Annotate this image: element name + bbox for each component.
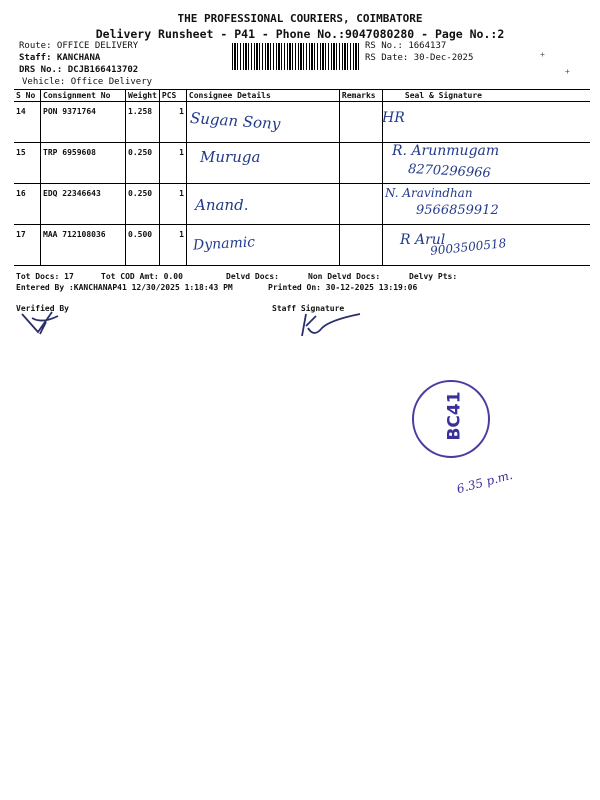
delvy-pts: Delvy Pts: — [409, 272, 458, 281]
table-row — [14, 102, 590, 143]
cell-remarks — [339, 225, 382, 266]
route-label: Route: OFFICE DELIVERY — [19, 41, 139, 51]
seal-signature: R Arul — [400, 232, 446, 248]
non-delvd-docs: Non Delvd Docs: — [308, 272, 381, 281]
cell-sno: 17 — [14, 225, 41, 266]
cell-weight: 0.250 — [126, 143, 160, 184]
scan-mark: + — [565, 67, 570, 76]
verified-by-label: Verified By — [16, 304, 69, 313]
col-remarks: Remarks — [339, 90, 382, 102]
delvd-docs: Delvd Docs: — [226, 272, 279, 281]
consignee-signature: Dynamic — [192, 234, 256, 254]
cell-remarks — [339, 184, 382, 225]
cell-sno: 14 — [14, 102, 41, 143]
tot-cod: Tot COD Amt: 0.00 — [101, 272, 183, 281]
seal-phone: 9003500518 — [429, 236, 507, 258]
cell-pcs: 1 — [159, 184, 186, 225]
cell-weight: 1.258 — [126, 102, 160, 143]
printed-on: Printed On: 30-12-2025 13:19:06 — [268, 283, 418, 292]
cell-sno: 15 — [14, 143, 41, 184]
scan-mark: + — [540, 50, 545, 59]
cell-weight: 0.250 — [126, 184, 160, 225]
staff-signature-label: Staff Signature — [272, 304, 345, 313]
cell-consignment: EDQ 22346643 — [41, 184, 126, 225]
route-info — [19, 40, 152, 88]
company-title: THE PROFESSIONAL COURIERS, COIMBATORE — [177, 12, 423, 25]
seal-signature: HR — [382, 110, 405, 126]
col-pcs: PCS — [159, 90, 186, 102]
seal-signature: R. Arunmugam — [392, 143, 500, 159]
staff-signature-mark — [296, 308, 366, 342]
col-consignee: Consignee Details — [186, 90, 339, 102]
cell-pcs: 1 — [159, 225, 186, 266]
runsheet-subtitle: Delivery Runsheet - P41 - Phone No.:9047080280 - Page No.:2 — [95, 27, 505, 41]
consignee-signature: Anand. — [195, 196, 249, 214]
barcode — [232, 43, 360, 70]
consignee-signature: Muruga — [200, 148, 261, 166]
drs-label: DRS No.: DCJB166413702 — [19, 65, 139, 75]
table-row — [14, 143, 590, 184]
rs-date: RS Date: 30-Dec-2025 — [365, 53, 474, 63]
stamp-time-note: 6.35 p.m. — [455, 467, 515, 497]
cell-seal — [382, 102, 590, 143]
seal-phone: 8270296966 — [407, 161, 492, 182]
seal-signature: N. Aravindhan — [385, 186, 473, 200]
col-sno: S No — [14, 90, 41, 102]
staff-label: Staff: KANCHANA — [19, 53, 101, 63]
rs-number: RS No.: 1664137 — [365, 41, 447, 51]
cell-consignment: PON 9371764 — [41, 102, 126, 143]
cell-consignment: MAA 712108036 — [41, 225, 126, 266]
table-header-row — [14, 90, 590, 102]
cell-remarks — [339, 143, 382, 184]
col-weight: Weight — [126, 90, 160, 102]
cell-pcs: 1 — [159, 102, 186, 143]
cell-consignment: TRP 6959608 — [41, 143, 126, 184]
verified-signature-mark — [18, 308, 88, 338]
table-row — [14, 184, 590, 225]
col-seal: Seal & Signature — [382, 90, 590, 102]
cell-sno: 16 — [14, 184, 41, 225]
vehicle-label: Vehicle: Office Delivery — [22, 77, 153, 87]
tot-docs: Tot Docs: 17 — [16, 272, 74, 281]
seal-phone: 9566859912 — [416, 203, 499, 218]
stamp-code: BC41 — [444, 391, 465, 441]
rs-info — [365, 40, 473, 64]
consignee-signature: Sugan Sony — [189, 108, 281, 134]
cell-weight: 0.500 — [126, 225, 160, 266]
col-consignment: Consignment No — [41, 90, 126, 102]
entered-by: Entered By :KANCHANAP41 12/30/2025 1:18:43 PM — [16, 283, 233, 292]
cell-pcs: 1 — [159, 143, 186, 184]
cell-remarks — [339, 102, 382, 143]
